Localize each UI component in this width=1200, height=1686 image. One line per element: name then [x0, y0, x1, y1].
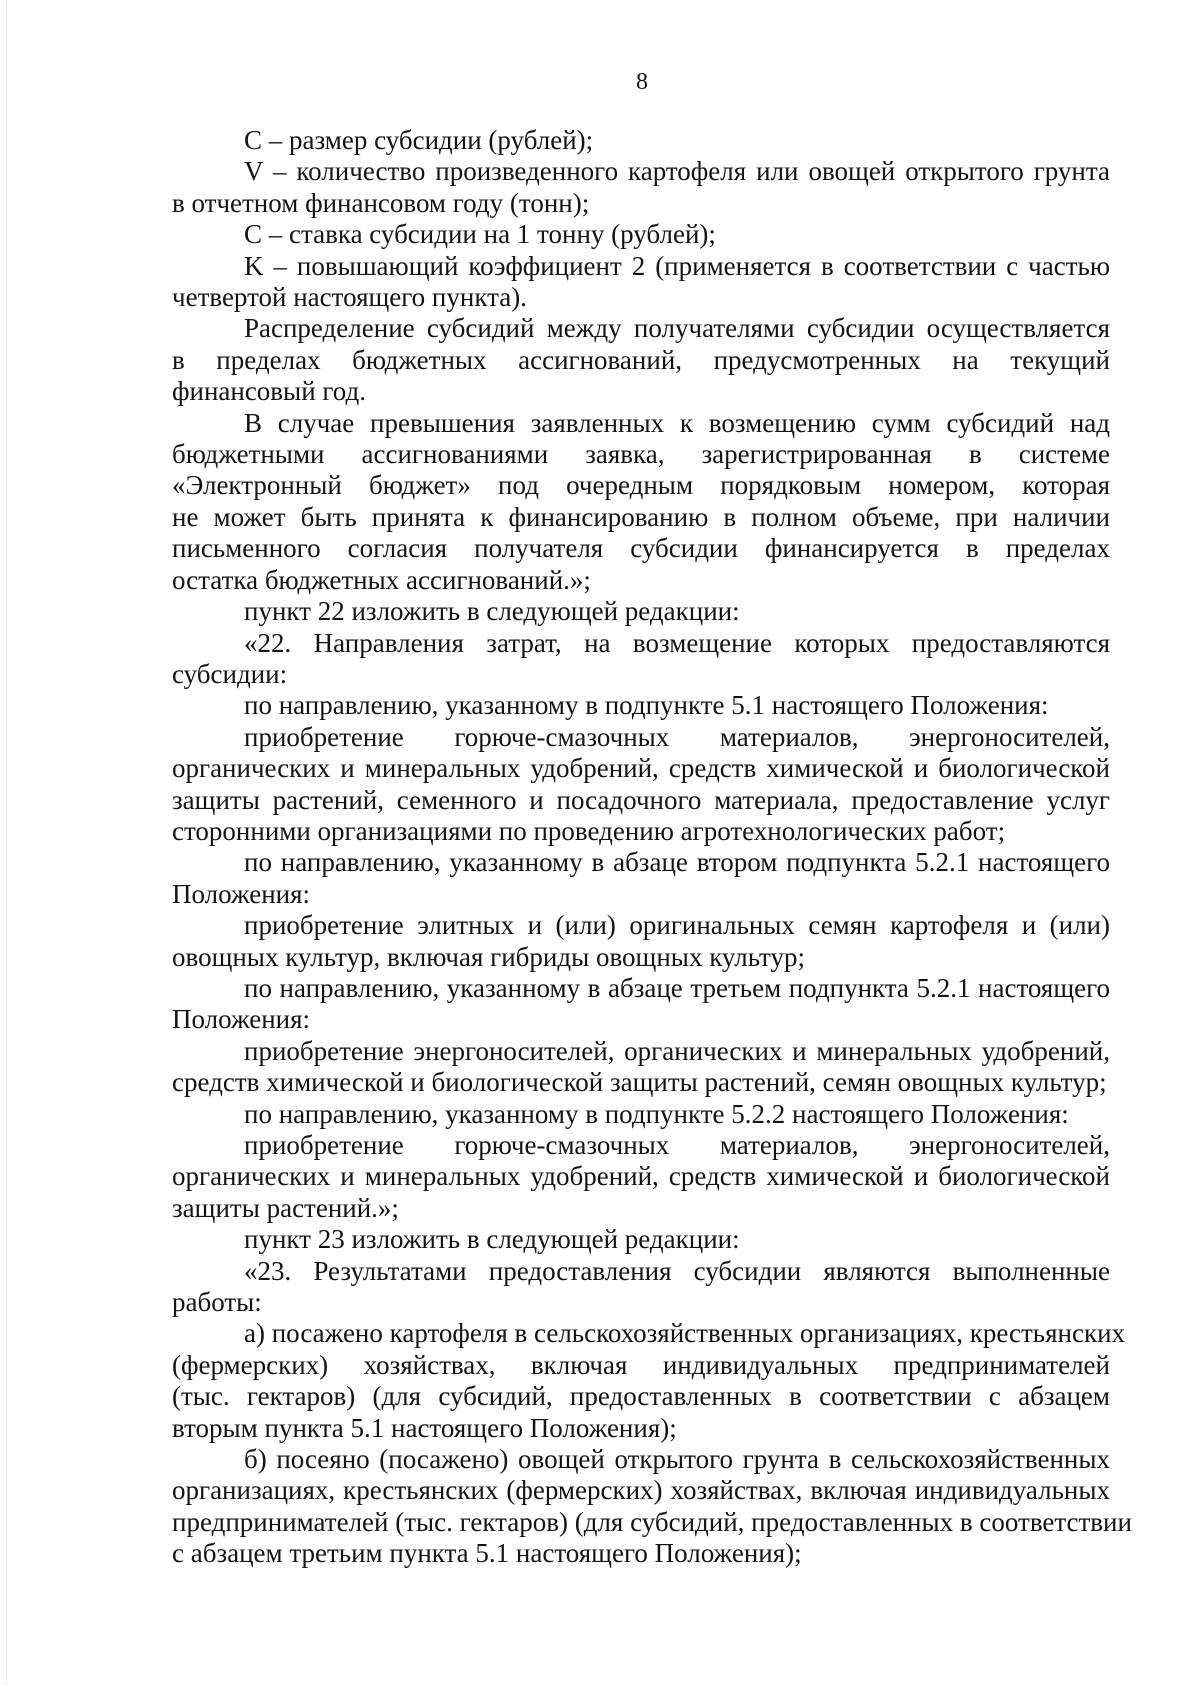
- paragraph-line: остатка бюджетных ассигнований.»;: [172, 564, 591, 595]
- paragraph-line: «Электронный бюджет» под очередным порядковым номером, которая: [172, 470, 1110, 501]
- paragraph-line: Положения:: [172, 1004, 311, 1035]
- paragraph-line: органических и минеральных удобрений, средств химической и биологической: [172, 753, 1110, 784]
- paragraph-line: защиты растений.»;: [172, 1192, 399, 1223]
- paragraph: [172, 910, 1110, 973]
- paragraph: [172, 313, 1110, 407]
- paragraph: [172, 1444, 1132, 1570]
- paragraph-line: субсидии:: [172, 658, 288, 689]
- paragraph-line: пункт 23 изложить в следующей редакции:: [244, 1224, 740, 1255]
- paragraph: [172, 973, 1110, 1036]
- paragraph-line: C – ставка субсидии на 1 тонну (рублей);: [244, 219, 716, 250]
- paragraph: [172, 596, 1110, 627]
- paragraph: [172, 408, 1110, 596]
- paragraph-line: защиты растений, семенного и посадочного материала, предоставление услуг: [172, 784, 1110, 815]
- paragraph: [172, 1130, 1110, 1224]
- paragraph-line: C – размер субсидии (рублей);: [244, 125, 594, 155]
- paragraph-line: пункт 22 изложить в следующей редакции:: [244, 596, 740, 627]
- scan-edge-mark: [6, 0, 7, 1686]
- paragraph-line: вторым пункта 5.1 настоящего Положения);: [172, 1412, 677, 1443]
- paragraph: [172, 219, 1110, 250]
- paragraph-line: финансовый год.: [172, 376, 367, 407]
- paragraph-line: (тыс. гектаров) (для субсидий, предоставленных в соответствии с абзацем: [172, 1381, 1110, 1412]
- paragraph: [172, 1099, 1110, 1130]
- page-number: 8: [636, 69, 648, 95]
- paragraph: [172, 628, 1110, 691]
- paragraph-line: «22. Направления затрат, на возмещение которых предоставляются: [244, 627, 1110, 658]
- paragraph-line: Распределение субсидий между получателями субсидии осуществляется: [244, 313, 1110, 344]
- document-body: [172, 125, 1132, 1570]
- paragraph-line: сторонними организациями по проведению агротехнологических работ;: [172, 815, 1006, 846]
- paragraph-line: четвертой настоящего пункта).: [172, 282, 527, 313]
- paragraph-line: по направлению, указанному в подпункте 5.1 настоящего Положения:: [244, 690, 1049, 721]
- paragraph-line: по направлению, указанному в подпункте 5.2.2 настоящего Положения:: [244, 1098, 1069, 1129]
- paragraph: [172, 1224, 1110, 1255]
- paragraph-line: Положения:: [172, 878, 311, 909]
- paragraph-line: по направлению, указанному в абзаце третьем подпункта 5.2.1 настоящего: [244, 972, 1110, 1003]
- paragraph-line: В случае превышения заявленных к возмещению сумм субсидий над: [244, 407, 1110, 438]
- paragraph-line: б) посеяно (посажено) овощей открытого грунта в сельскохозяйственных: [244, 1444, 1110, 1475]
- paragraph-line: бюджетными ассигнованиями заявка, зарегистрированная в системе: [172, 439, 1110, 470]
- paragraph: [172, 125, 1110, 156]
- paragraph-line: приобретение горюче-смазочных материалов, энергоносителей,: [244, 1130, 1110, 1160]
- paragraph-line: V – количество произведенного картофеля или овощей открытого грунта: [244, 156, 1110, 187]
- paragraph-line: предпринимателей (тыс. гектаров) (для субсидий, предоставленных в соответствии: [172, 1506, 1132, 1537]
- paragraph-line: по направлению, указанному в абзаце втором подпункта 5.2.1 настоящего: [244, 847, 1110, 878]
- paragraph-line: не может быть принята к финансированию в полном объеме, при наличии: [172, 501, 1110, 532]
- paragraph-line: приобретение энергоносителей, органических и минеральных удобрений,: [244, 1035, 1110, 1066]
- paragraph-line: письменного согласия получателя субсидии финансируется в пределах: [172, 533, 1110, 564]
- paragraph: [172, 690, 1110, 721]
- paragraph: [172, 156, 1110, 219]
- paragraph-line: средств химической и биологической защиты растений, семян овощных культур;: [172, 1067, 1107, 1098]
- paragraph-line: органических и минеральных удобрений, средств химической и биологической: [172, 1161, 1110, 1192]
- paragraph: [172, 722, 1110, 848]
- paragraph-line: приобретение элитных и (или) оригинальных семян картофеля и (или): [244, 910, 1110, 941]
- paragraph-line: организациях, крестьянских (фермерских) хозяйствах, включая индивидуальных: [172, 1475, 1110, 1506]
- paragraph: [172, 847, 1110, 910]
- paragraph-line: овощных культур, включая гибриды овощных культур;: [172, 941, 805, 972]
- paragraph-line: K – повышающий коэффициент 2 (применяется в соответствии с частью: [244, 250, 1110, 281]
- paragraph-line: с абзацем третьим пункта 5.1 настоящего Положения);: [172, 1538, 802, 1569]
- paragraph: [172, 1036, 1110, 1099]
- paragraph-line: (фермерских) хозяйствах, включая индивидуальных предпринимателей: [172, 1349, 1110, 1380]
- paragraph: [172, 1318, 1126, 1444]
- paragraph-line: работы:: [172, 1287, 262, 1318]
- paragraph: [172, 1256, 1110, 1319]
- paragraph: [172, 251, 1110, 314]
- paragraph-line: «23. Результатами предоставления субсидии являются выполненные: [244, 1255, 1110, 1286]
- paragraph-line: а) посажено картофеля в сельскохозяйственных организациях, крестьянских: [244, 1318, 1126, 1349]
- paragraph-line: приобретение горюче-смазочных материалов, энергоносителей,: [244, 721, 1110, 752]
- paragraph-line: в отчетном финансовом году (тонн);: [172, 187, 590, 218]
- paragraph-line: в пределах бюджетных ассигнований, предусмотренных на текущий: [172, 344, 1110, 375]
